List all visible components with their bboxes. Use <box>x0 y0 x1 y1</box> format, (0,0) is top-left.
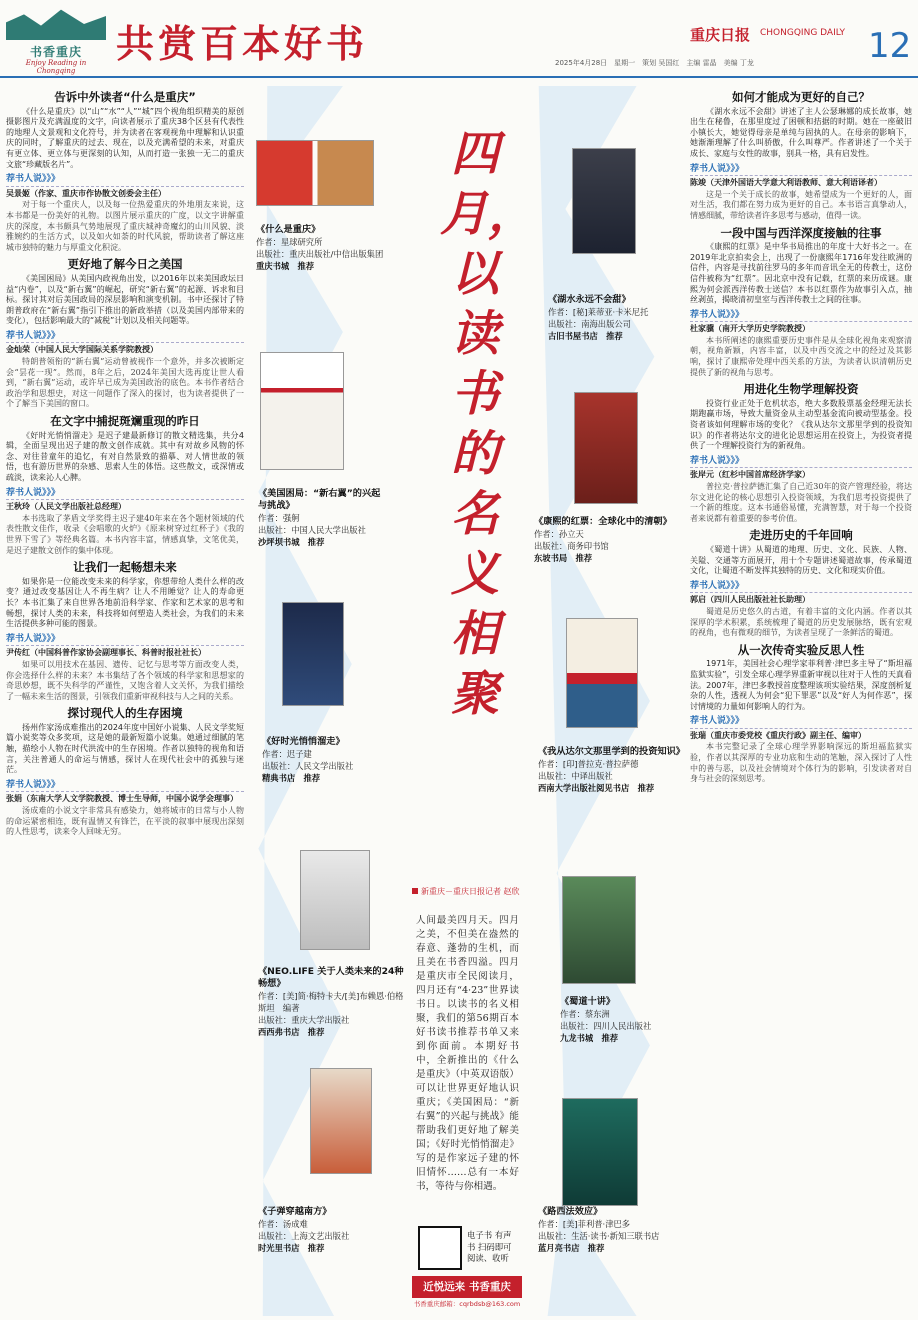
square-marker-icon <box>412 888 418 894</box>
recommender-label: 荐书人说》》》 <box>690 581 912 594</box>
recommender-name: 吴景姬（作家、重庆市作协散文创委会主任） <box>6 188 166 198</box>
book-cover[interactable] <box>574 392 638 504</box>
qr-caption: 电子书 有声书 扫码即可 阅读、收听 <box>467 1230 512 1263</box>
recommender-review: 对于每一个重庆人，以及每一位热爱重庆的外地朋友来说，这本书都是一份美好的礼物。以图片展示重庆的广度，以文字讲解重庆的深度，本书颇具气势地展现了重庆城神奇魔幻的山川风貌、淡雅婉约的生活方式，以及如火如荼的时代风貌，帮助读者了解这座城市独特的魅力与厚重文化积淀。 <box>6 200 244 252</box>
recommender-label: 荐书人说》》》 <box>6 331 244 344</box>
article <box>6 416 244 556</box>
article-body: 《康熙的红票》是中华书局推出的年度十大好书之一。在2019年北京拍卖会上，出现了一份康熙年1716年发往欧洲的信件，内容是寻找前往罗马的多年而音讯全无的传教士，这份信件被称为“红票”。因北京中没有记载，红票的来历成谜。康熙为何会派西洋传教士送信？本书以红票作为故事引入点，抽丝剥茧，揭晓清初皇室与西洋传教士之间的往事。 <box>690 242 912 305</box>
recommender-review: 本书所阐述的康熙重要历史事件是从全球化视角来观察清朝，视角新颖，内容丰富，以及中西交流之中的经过及其影响，探讨了康熙帝处理中西关系的方法，为读者认识清朝历史提供了新的视角与思考。 <box>690 335 912 377</box>
recommender-name: 郭启（四川人民出版社社长助理） <box>690 595 810 605</box>
newspaper-name-en: CHONGQING DAILY <box>760 28 846 38</box>
recommender-name: 张娟（东南大学人文学院教授、博士生导师，中国小说学会理事） <box>6 794 238 804</box>
article-headline: 告诉中外读者“什么是重庆” <box>54 90 196 104</box>
recommender-review: 蜀道是历史悠久的古道，有着丰富的文化内涵。作者以其深厚的学术积累，系统梳理了蜀道的历史发展脉络，既有宏观的视角，也有微观的细节，为读者呈现了一条鲜活的蜀道。 <box>690 606 912 638</box>
book-title: 《路西法效应》 <box>538 1206 603 1217</box>
book-store: 蓝月亮书店 推荐 <box>538 1243 605 1253</box>
recommender-review: 普拉克·普拉萨德汇集了自己近30年的资产管理经验，将达尔文进化论的核心思想引入投资领域，为我们思考投资提供了一个新的维度。这本书通俗易懂，充满智慧，对于每一个投资者来说都有着重要的参考价值。 <box>690 482 912 523</box>
book-publisher: 出版社：商务印书馆 <box>534 541 609 551</box>
book-store: 沙坪坝书城 推荐 <box>258 537 325 547</box>
campaign-email: 书香重庆邮箱：cqrbdsb@163.com <box>413 1300 521 1308</box>
book-title: 《NEO.LIFE 关于人类未来的24种畅想》 <box>258 966 404 989</box>
book-author: 作者：蔡东洲 <box>560 1009 610 1019</box>
page-header <box>0 0 918 78</box>
book-author: 作者：孙立天 <box>534 529 584 539</box>
book-cover[interactable] <box>310 1068 372 1174</box>
book-publisher: 出版社：上海文艺出版社 <box>258 1231 350 1241</box>
recommender-label: 荐书人说》》》 <box>6 780 244 793</box>
article <box>6 562 244 702</box>
book-card[interactable] <box>258 488 388 548</box>
article-body: 《美国困局》从美国内政视角出发，以2016年以来美国政坛日益“内卷”，以及“新右翼”的崛起，研究“新右翼”的起源、诉求和目标。探讨其对后美国政局的深层影响和演变机制。书中还探讨了特朗普政府在“新右翼”指引下推出的新政举措（以及美国内部带来的变化），包括影响最大的“减税”计划以及相关问题等。 <box>6 273 244 326</box>
right-column <box>690 86 912 1316</box>
book-card[interactable] <box>534 516 680 564</box>
book-cover[interactable] <box>562 876 636 984</box>
article <box>690 384 912 524</box>
article-body: 《蜀道十讲》从蜀道的地理、历史、文化、民族、人物、关隘、交通等方面展开，用十个专题讲述蜀道故事，传承蜀道文化，让蜀道不断发挥其独特的历史、文化和现实价值。 <box>690 544 912 576</box>
article-headline: 探讨现代人的生存困境 <box>67 706 183 721</box>
book-author: 作者：[秘]莱蒂亚·卡米尼托 <box>548 307 649 317</box>
article-body: 扬州作家汤成难推出的2024年度中国好小说集、人民文学奖短篇小说奖等众多奖项，这是她的最新短篇小说集。她通过细腻的笔触，描绘小人物在时代洪流中的生存困境。作者以独特的视角和语言，关注普通人的命运与情感，探讨人在现代社会中的孤独与迷茫。 <box>6 722 244 775</box>
book-card[interactable] <box>262 736 392 784</box>
book-store: 精典书店 推荐 <box>262 773 321 783</box>
recommender-label: 荐书人说》》》 <box>690 716 912 729</box>
book-cover[interactable] <box>566 618 638 728</box>
article <box>690 225 912 379</box>
book-store: 九龙书城 推荐 <box>560 1033 619 1043</box>
article <box>6 259 244 410</box>
logo-text: 书香重庆 <box>29 45 82 59</box>
recommender-review: 本书完整记录了全球心理学界影响深远的斯坦福监狱实验，作者以其深厚的专业功底和生动的笔触，深入探讨了人性中的善与恶，以及社会情境对个体行为的影响，引发读者对自身与社会的深刻思考。 <box>690 742 912 784</box>
article-body: 《什么是重庆》以“山”“水”“人”“城”四个视角组织精美的原创摄影图片及充满温度的文字，向读者展示了重庆38个区县有代表性的地理人文景观和文化符号，并为读者在客观视角中理解和认识重庆的同时，了解重庆的过去、现在，以及充满希望的未来，对重庆有更立体、更立体与更深刻的认知，从而打造一张独一无二的重庆文旅“珍藏版名片”。 <box>6 106 244 169</box>
book-publisher: 出版社：中译出版社 <box>538 771 613 781</box>
book-author: 作者：[美]简·梅特卡夫/[美]布赖恩·伯格斯坦 编著 <box>258 991 404 1013</box>
book-store: 东坡书局 推荐 <box>534 553 593 563</box>
logo-subtitle: Enjoy Reading in Chongqing <box>25 59 87 75</box>
recommender-name: 金灿荣（中国人民大学国际关系学院教授） <box>6 345 158 355</box>
book-title: 《蜀道十讲》 <box>560 996 616 1007</box>
book-card[interactable] <box>258 966 404 1038</box>
article-headline: 用进化生物学理解投资 <box>743 382 859 397</box>
book-store: 时光里书店 推荐 <box>258 1243 325 1253</box>
article-headline: 更好地了解今日之美国 <box>67 257 183 272</box>
book-card[interactable] <box>548 294 678 342</box>
book-cover[interactable] <box>300 850 370 950</box>
left-column <box>6 86 244 1316</box>
center-intro: 人间最美四月天。四月之美，不但美在盎然的春意、蓬勃的生机，而且美在书香四溢。四月是重庆市全民阅读月，四月还有“4·23”世界读书日。以读书的名义相聚，我们的第56期百本好书读书推荐书单又来到你面前。本期好书中，全新推出的《什么是重庆》（中英双语版）可以让世界更好地认识重庆；《美国困局：“新右翼”的兴起与挑战》能帮助我们更好地了解美国；《好时光悄悄溜走》写的是作家远子建的怀旧情怀……总有一本好书，等待与你相遇。 <box>416 915 519 1192</box>
recommender-label: 荐书人说》》》 <box>690 310 912 323</box>
article-headline: 让我们一起畅想未来 <box>73 560 177 575</box>
book-cover[interactable] <box>562 1098 638 1206</box>
recommender-label: 荐书人说》》》 <box>6 174 244 187</box>
book-store: 西西弗书店 推荐 <box>258 1027 325 1037</box>
recommender-label: 荐书人说》》》 <box>690 164 912 177</box>
book-title: 《美国困局：“新右翼”的兴起与挑战》 <box>258 488 381 511</box>
qr-code-icon[interactable] <box>418 1226 462 1270</box>
book-cover[interactable] <box>282 602 344 706</box>
article-headline: 如何才能成为更好的自己？ <box>732 90 870 104</box>
newspaper-name: 重庆日报 <box>690 26 751 44</box>
book-author: 作者：迟子建 <box>262 749 312 759</box>
article-body: 投资行业正处于危机状态，绝大多数股票基金经理无法长期跑赢市场，导致大量资金从主动型基金流向被动型基金。投资者该如何理解市场的变化？《我从达尔文那里学到的投资知识》的作者将达尔文的进化论思想运用在投资上，为投资者提供了一个理解投资行为的新视角。 <box>690 398 912 451</box>
book-publisher: 出版社：人民文学出版社 <box>262 761 354 771</box>
book-cover[interactable] <box>572 148 636 254</box>
recommender-label: 荐书人说》》》 <box>6 488 244 501</box>
book-title: 《湖水永远不会甜》 <box>548 294 631 305</box>
article-body: 1971年，美国社会心理学家菲利普·津巴多主导了“斯坦福监狱实验”，引发全球心理学界重新审视以往对于人性的天真看法。2007年，津巴多教授首度整理该项实验结果，深度剖析复杂的人性，透视人为何会“犯下罪恶”以及“好人为何作恶”，探讨情境的力量如何影响人的行为。 <box>690 659 912 711</box>
recommender-review: 汤成难的小说文字非常具有感染力，她将城市的日常与小人物的命运紧密相连，既有温情又有锋芒，在平淡的叙事中展现出深刻的人性思考，读来令人回味无穷。 <box>6 806 244 837</box>
page-number: 12 <box>868 26 912 66</box>
recommender-label: 荐书人说》》》 <box>6 634 244 647</box>
book-publisher: 出版社：生活·读书·新知三联书店 <box>538 1231 660 1241</box>
byline <box>412 886 522 897</box>
shuxiang-chongqing-logo <box>6 8 106 75</box>
recommender-review: 特朗普领衔的“新右翼”运动曾被视作一个意外，并多次被断定会“昙花一现”。然而，8年之后，2024年美国大选再度让世人看到，“新右翼”运动，或许早已成为美国政治的底色。本书作者结合政治学和思想史，对这一问题作了深入的探讨，也为读者提供了一个了解当下美国的窗口。 <box>6 357 244 409</box>
book-publisher: 出版社：重庆大学出版社 <box>258 1015 350 1025</box>
book-author: 作者：汤成难 <box>258 1219 308 1229</box>
recommender-review: 如果可以用技术在基因、遗传、记忆与思考等方面改变人类，你会选择什么样的未来？本书集结了各个领域的科学家和思想家的奇思妙想，既不失科学的严谨性，又饱含着人文关怀，为我们描绘了一幅未来生活的图景，引领我们重新审视科技与人之间的关系。 <box>6 659 244 701</box>
recommender-review: 本书选取了茅盾文学奖得主迟子建40年来在各个题材领域的代表性散文佳作，收录《会唱歌的火炉》《原来树穿过红杯子》《我的世界下雪了》等经典名篇。本书内容丰富，情感真挚，文笔优美，是迟子建散文创作的集中体现。 <box>6 513 244 555</box>
mountain-logo-icon <box>6 8 106 40</box>
article-body: 《好时光悄悄溜走》是迟子建最新修订的散文精选集，共分4辑，全面呈现出迟子建的散文创作成就。其中有对故乡风物的怀念、对往昔童年的追忆，有对自然景致的描摹、对人情世故的领悟，也有游历世界的杂感、思索人生的体悟。这些散文，或深情或疏淡，读来沁人心脾。 <box>6 430 244 482</box>
book-publisher: 出版社：四川人民出版社 <box>560 1021 652 1031</box>
book-author: 作者：强舸 <box>258 513 300 523</box>
book-cover[interactable] <box>260 352 344 470</box>
article-headline: 在文字中捕捉斑斓重现的昨日 <box>50 414 200 429</box>
recommender-name: 陈竣（天津外国语大学意大利语教师、意大利语译者） <box>690 178 882 188</box>
book-card[interactable] <box>258 1206 388 1254</box>
center-slogan: 四月，以读书的名义相聚 <box>440 126 537 722</box>
recommender-name: 张岸元（红杉中国首席经济学家） <box>690 470 810 480</box>
book-store: 西南大学出版社阅见书店 推荐 <box>538 783 655 793</box>
book-store: 重庆书城 推荐 <box>256 261 315 271</box>
book-card[interactable] <box>560 996 690 1044</box>
article-body: 如果你是一位能改变未来的科学家，你想带给人类什么样的改变？通过改变基因让人不再生病？让人不用睡觉？让人的寿命更长？本书汇集了来自世界各地前沿科学家、作家和艺术家的思考和畅想，探讨人类的未来，科技将如何塑造人类社会，为我们的未来生活提供多种可能的图景。 <box>6 576 244 629</box>
recommender-name: 张瑞（重庆市委党校《重庆行政》副主任、编审） <box>690 730 866 740</box>
article <box>690 642 912 785</box>
article <box>6 92 244 253</box>
book-publisher: 出版社：中国人民大学出版社 <box>258 525 366 535</box>
book-publisher: 出版社：重庆出版社/中信出版集团 <box>256 249 384 259</box>
recommender-review: 这是一个关于成长的故事，她希望成为一个更好的人，面对生活，我们都在努力成为更好的自己。本书语言真挚动人，情感细腻，带给读者许多思考与感动，值得一读。 <box>690 189 912 220</box>
article-headline: 走进历史的千年回响 <box>749 528 853 543</box>
article <box>690 530 912 638</box>
article-headline: 从一次传奇实验反思人性 <box>737 642 865 657</box>
article-body: 《湖水永远不会甜》讲述了主人公瑟琳娜的成长故事，她出生在秘鲁，在那里度过了困顿和拮据的时期。她在一座破旧小镇长大，她觉得母亲是单纯与固执的人。在母亲的影响下，她渐渐理解了什么叫骄傲，什么叫尊严。作者讲述了一个关于成长、家庭与女性的故事，别具一格，具有启发性。 <box>690 106 912 158</box>
article <box>6 708 244 838</box>
book-store: 古旧书屋书店 推荐 <box>548 331 623 341</box>
book-publisher: 出版社：南海出版公司 <box>548 319 631 329</box>
book-author: 作者：[美]菲利普·津巴多 <box>538 1219 631 1229</box>
campaign-banner: 近悦远来 书香重庆 <box>412 1276 522 1298</box>
book-author: 作者：星球研究所 <box>256 237 323 247</box>
recommender-label: 荐书人说》》》 <box>690 456 912 469</box>
byline-text: 新重庆－重庆日报记者 赵欣 <box>421 887 520 896</box>
book-title: 《我从达尔文那里学到的投资知识》 <box>538 746 685 757</box>
recommender-name: 王秋玲（人民文学出版社总经理） <box>6 502 126 512</box>
book-card[interactable] <box>256 224 386 272</box>
page-title: 共赏百本好书 <box>116 21 369 66</box>
book-cover[interactable] <box>256 140 374 206</box>
book-title: 《什么是重庆》 <box>256 224 321 235</box>
recommender-name: 杜家骥（南开大学历史学院教授） <box>690 324 810 334</box>
issue-meta: 2025年4月28日 星期一 策划 吴国红 主编 雷晶 美编 丁龙 <box>555 59 754 67</box>
book-title: 《康熙的红票：全球化中的清朝》 <box>534 516 672 527</box>
book-card[interactable] <box>538 746 684 794</box>
book-author: 作者：[印]普拉克·普拉萨德 <box>538 759 639 769</box>
book-card[interactable] <box>538 1206 684 1254</box>
article-headline: 一段中国与西洋深度接触的往事 <box>720 225 882 240</box>
book-title: 《好时光悄悄溜走》 <box>262 736 345 747</box>
article <box>690 92 912 222</box>
book-title: 《子弹穿越南方》 <box>258 1206 332 1217</box>
recommender-name: 尹传红（中国科普作家协会副理事长、科普时报社社长） <box>6 648 206 658</box>
